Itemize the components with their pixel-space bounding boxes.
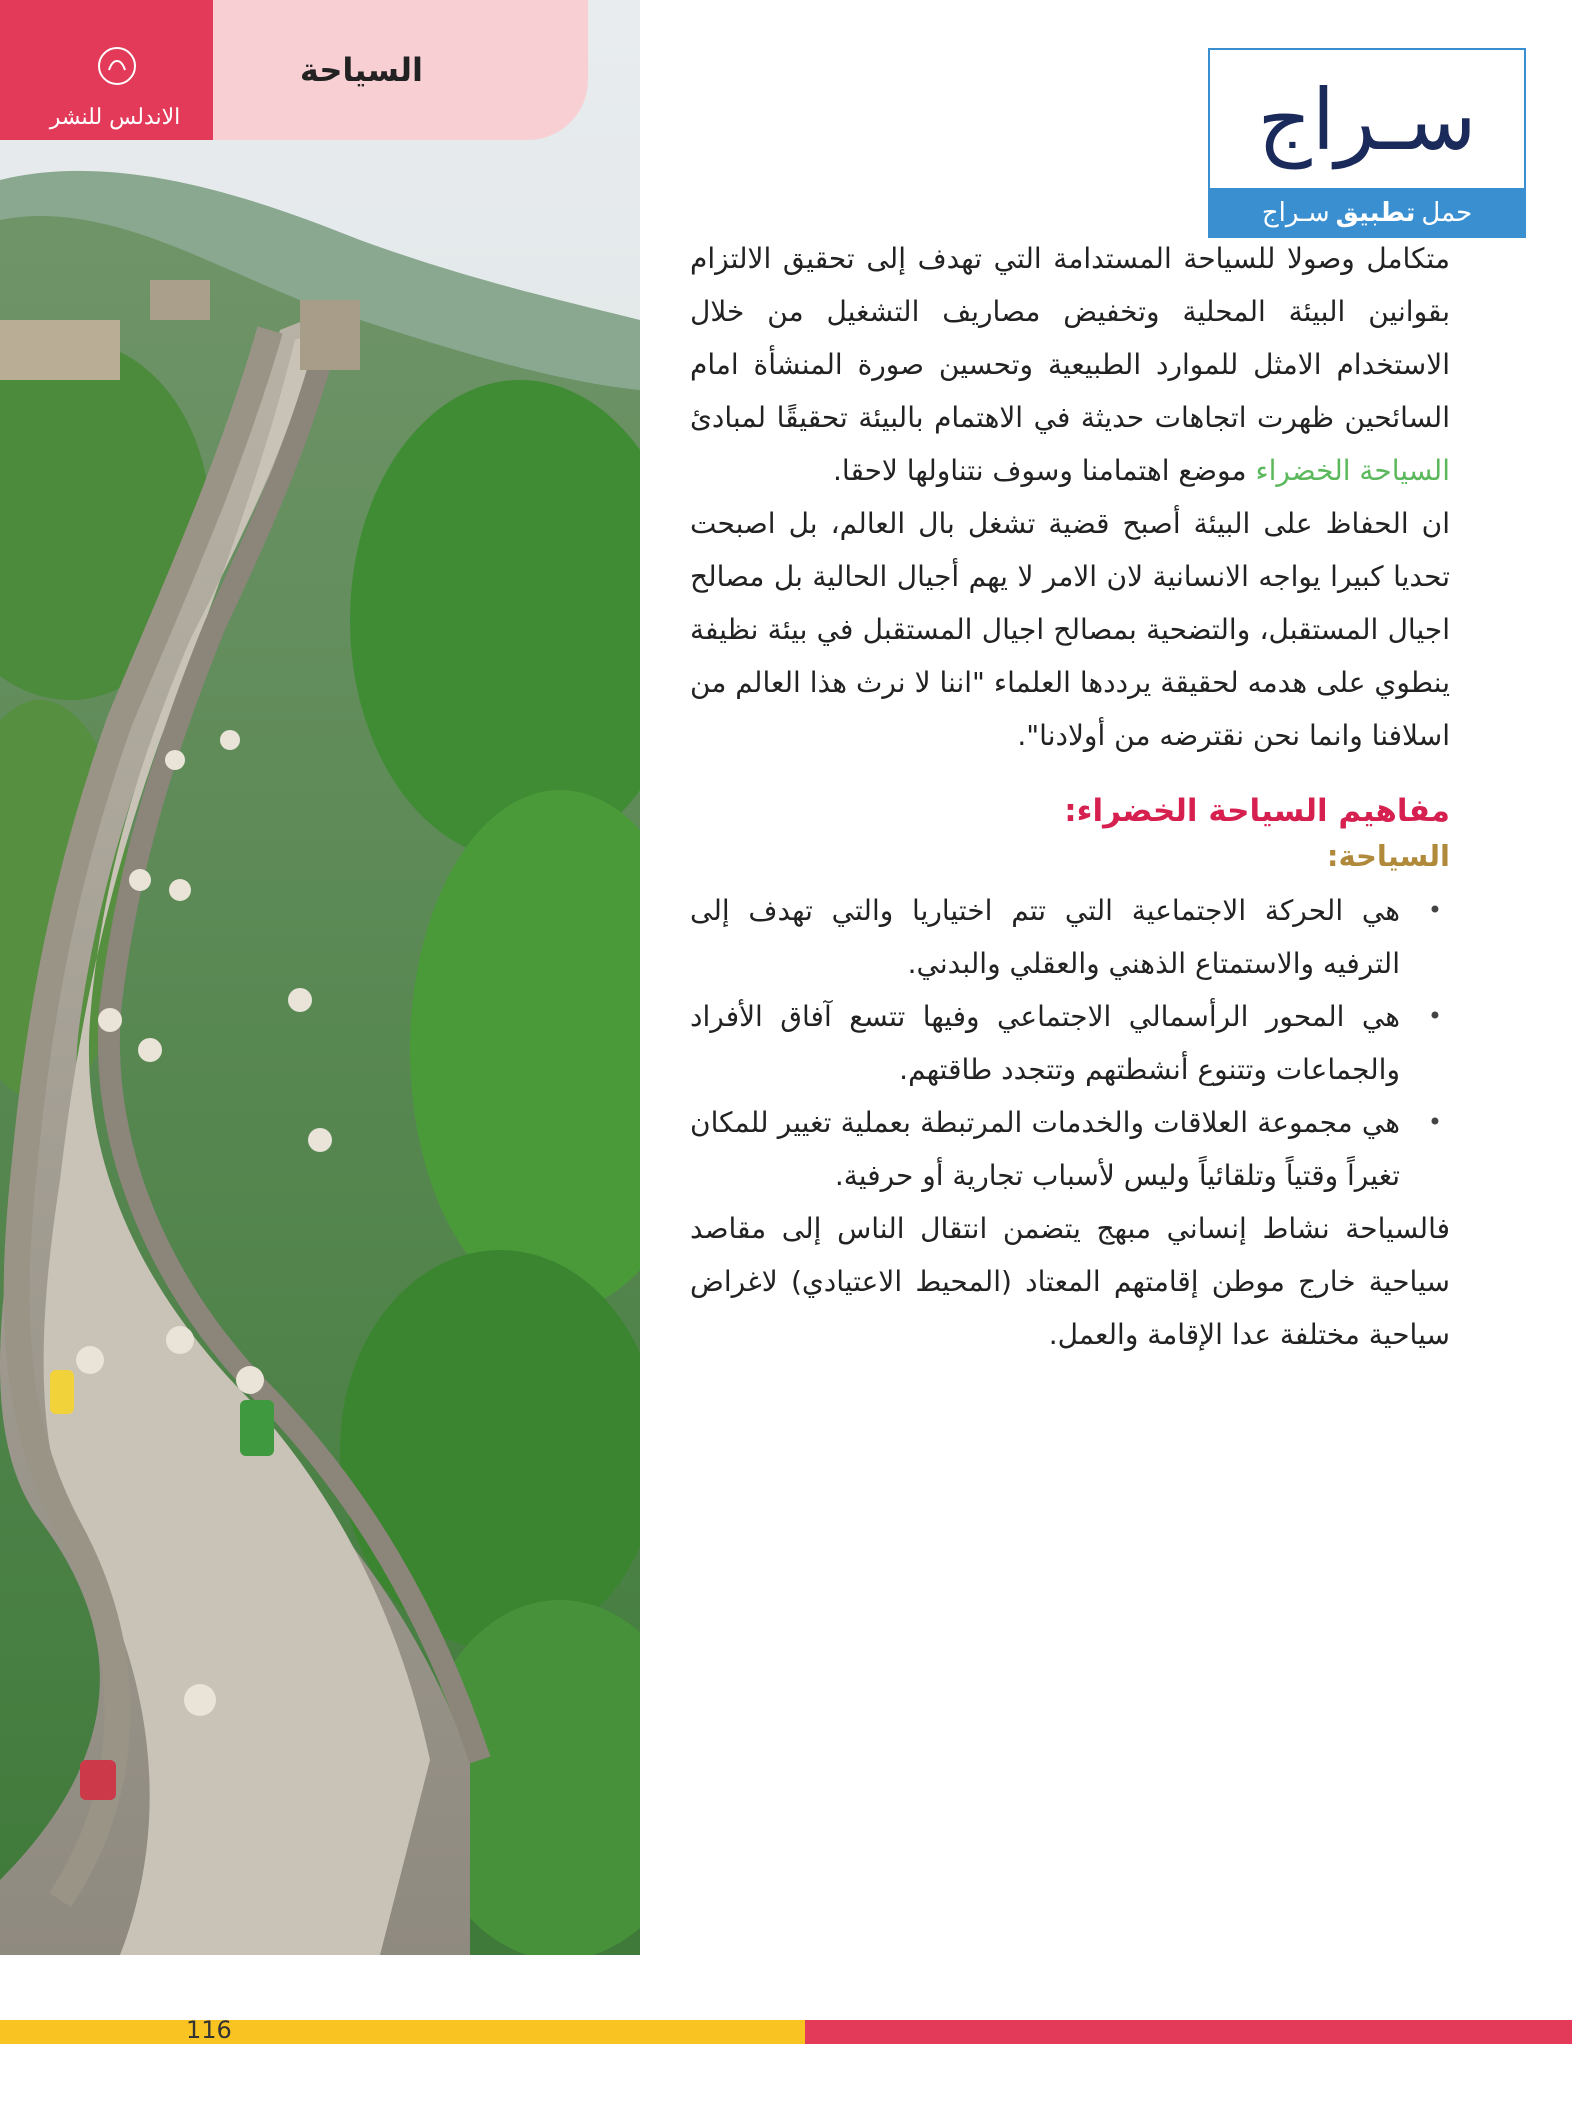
- header-title-band: [213, 0, 588, 140]
- publisher-logo: [40, 30, 190, 130]
- brand-name: سـراج: [1208, 48, 1526, 192]
- paragraph-3: فالسياحة نشاط إنساني مبهج يتضمن انتقال الناس إلى مقاصد سياحية خارج موطن إقامتهم المعتاد (المحيط الاعتيادي) لاغراض سياحية مختلفة عدا الإقامة والعمل.: [690, 1212, 1450, 1351]
- logo-emblem-icon: [95, 44, 139, 88]
- section-title: السياحة: [299, 51, 423, 89]
- tagline-suffix: سـراج: [1261, 198, 1330, 228]
- subsection-heading: السياحة:: [1326, 839, 1450, 873]
- section-heading: مفاهيم السياحة الخضراء:: [1064, 793, 1450, 829]
- definition-list: [690, 884, 1450, 1202]
- footer-yellow-bar: [0, 2020, 805, 2044]
- article-body: [690, 232, 1450, 1361]
- paragraph-2: ان الحفاظ على البيئة أصبح قضية تشغل بال العالم، بل اصبحت تحديا كبيرا يواجه الانسانية لان الامر لا يهم أجيال الحالية بل مصالح اجيال المستقبل، والتضحية بمصالح اجيال المستقبل في بيئة نظيفة ينطوي على هدمه لحقيقة يرددها العلماء "اننا لا نرث هذا العالم من اسلافنا وانما نحن نقترضه من أولادنا".: [690, 507, 1450, 752]
- logo-text: الاندلس للنشر: [49, 105, 181, 130]
- green-tourism-highlight: السياحة الخضراء: [1255, 454, 1450, 487]
- tagline-prefix: حمل: [1421, 198, 1473, 228]
- tagline-bold: تطبيق: [1335, 198, 1416, 228]
- paragraph-1-end: موضع اهتمامنا وسوف نتناولها لاحقا.: [833, 454, 1247, 487]
- list-item: • هي المحور الرأسمالي الاجتماعي وفيها تتسع آفاق الأفراد والجماعات وتتنوع أنشطتهم وتتجدد طاقتهم.: [690, 990, 1400, 1096]
- list-item: • هي الحركة الاجتماعية التي تتم اختياريا والتي تهدف إلى الترفيه والاستمتاع الذهني والعقلي والبدني.: [690, 884, 1400, 990]
- paragraph-1-text: متكامل وصولا للسياحة المستدامة التي تهدف إلى تحقيق الالتزام بقوانين البيئة المحلية وتخفيض مصاريف التشغيل من خلال الاستخدام الامثل للموارد الطبيعية وتحسين صورة المنشأة امام السائحين ظهرت اتجاهات حديثة في الاهتمام بالبيئة تحقيقًا لمبادئ: [690, 242, 1450, 434]
- great-wall-illustration: [0, 0, 640, 1955]
- siraj-brand-box[interactable]: [1208, 48, 1526, 238]
- footer-red-bar: [805, 2020, 1572, 2044]
- page-number: 116: [186, 2016, 232, 2044]
- list-item: • هي مجموعة العلاقات والخدمات المرتبطة بعملية تغيير للمكان تغيراً وقتياً وتلقائياً وليس لأسباب تجارية أو حرفية.: [690, 1096, 1400, 1202]
- paragraph-1: [690, 232, 1450, 497]
- brand-tagline: [1208, 188, 1526, 238]
- great-wall-photo: [0, 0, 640, 1955]
